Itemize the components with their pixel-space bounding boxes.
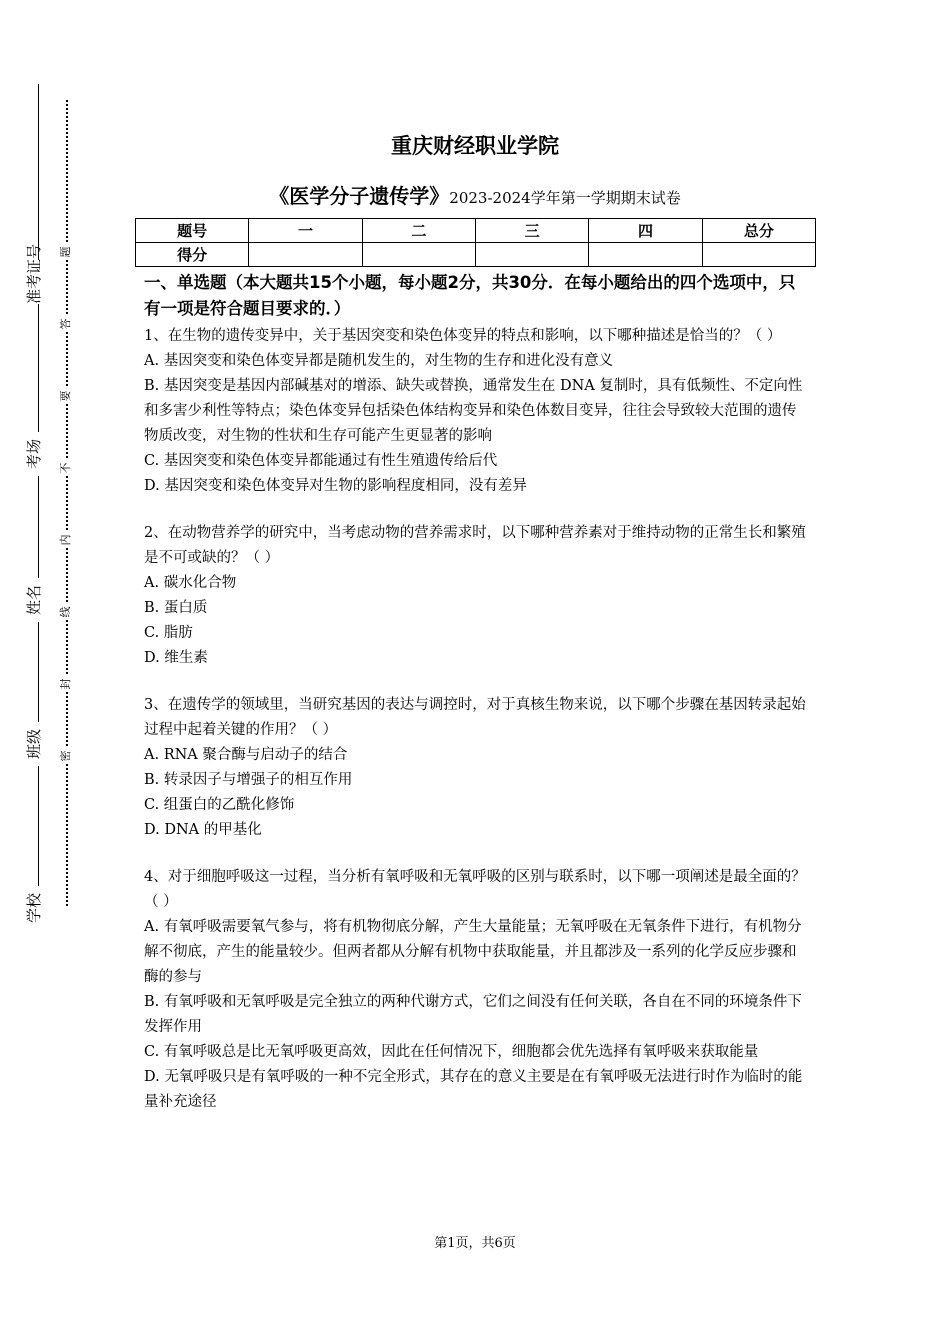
option-c: C. 有氧呼吸总是比无氧呼吸更高效，因此在任何情况下，细胞都会优先选择有氧呼吸来获取能量 (144, 1044, 759, 1060)
option-c: C. 基因突变和染色体变异都能通过有性生殖遗传给后代 (144, 453, 498, 469)
option-d: D. 维生素 (144, 650, 208, 666)
page-number: 第1页，共6页 (434, 1236, 516, 1251)
question-stem: 1、在生物的遗传变异中，关于基因突变和染色体变异的特点和影响，以下哪种描述是恰当的？（ ） (144, 328, 782, 344)
section-heading: 一、单选题（本大题共15个小题，每小题2分，共30分．在每小题给出的四个选项中，只有一项是符合题目要求的．） (144, 273, 796, 318)
question-2 (144, 521, 810, 671)
question-4 (144, 865, 810, 1115)
margin-label-exam-room: 考场 (24, 432, 44, 476)
question-stem: 2、在动物营养学的研究中，当考虑动物的营养需求时，以下哪种营养素对于维持动物的正常生长和繁殖是不可或缺的？（ ） (144, 525, 806, 566)
exam-term: 2023-2024学年第一学期期末试卷 (449, 189, 681, 207)
seal-char: 要 (58, 388, 74, 404)
option-a: A. 碳水化合物 (144, 575, 237, 591)
score-table-cell: 四 (589, 219, 702, 243)
seal-char: 不 (58, 460, 74, 476)
seal-char: 内 (58, 532, 74, 548)
margin-label-school: 学校 (24, 886, 44, 930)
score-cell-1 (249, 243, 362, 267)
score-cell-total (702, 243, 815, 267)
option-d: D. 基因突变和染色体变异对生物的影响程度相同，没有差异 (144, 478, 527, 494)
score-table-cell: 一 (249, 219, 362, 243)
option-c: C. 组蛋白的乙酰化修饰 (144, 797, 295, 813)
question-stem: 4、对于细胞呼吸这一过程，当分析有氧呼吸和无氧呼吸的区别与联系时，以下哪一项阐述是最全面的？（ ） (144, 869, 806, 910)
score-table-cell: 题号 (136, 219, 249, 243)
option-b: B. 有氧呼吸和无氧呼吸是完全独立的两种代谢方式，它们之间没有任何关联，各自在不同的环境条件下发挥作用 (144, 994, 802, 1035)
binding-line (38, 84, 39, 924)
score-table-cell: 三 (475, 219, 588, 243)
exam-title (0, 180, 950, 209)
score-cell-4 (589, 243, 702, 267)
option-b: B. 蛋白质 (144, 600, 208, 616)
score-cell-2 (362, 243, 475, 267)
seal-char: 密 (58, 748, 74, 764)
margin-label-class: 班级 (24, 722, 44, 766)
margin-label-exam-number: 准考证号 (25, 243, 43, 304)
option-d: D. DNA 的甲基化 (144, 822, 262, 838)
exam-content (144, 270, 810, 1115)
seal-char: 题 (58, 244, 74, 260)
question-3 (144, 693, 810, 843)
seal-char: 线 (58, 604, 74, 620)
score-table (135, 218, 816, 267)
option-a: A. RNA 聚合酶与启动子的结合 (144, 747, 348, 763)
option-a: A. 基因突变和染色体变异都是随机发生的，对生物的生存和进化没有意义 (144, 353, 614, 369)
score-table-cell: 二 (362, 219, 475, 243)
score-table-cell: 总分 (702, 219, 815, 243)
score-table-header-row (136, 219, 816, 243)
option-b: B. 基因突变是基因内部碱基对的增添、缺失或替换，通常发生在 DNA 复制时，具有低频性、不定向性和多害少利性等特点；染色体变异包括染色体结构变异和染色体数目变异，往往会导致较大范围的遗传物质改变，对生物的性状和生存可能产生更显著的影响 (144, 378, 803, 444)
course-name: 《医学分子遗传学》 (269, 184, 450, 208)
score-table-cell: 得分 (136, 243, 249, 267)
option-b: B. 转录因子与增强子的相互作用 (144, 772, 353, 788)
option-d: D. 无氧呼吸只是有氧呼吸的一种不完全形式，其存在的意义主要是在有氧呼吸无法进行时作为临时的能量补充途径 (144, 1069, 803, 1110)
school-name: 重庆财经职业学院 (391, 134, 559, 158)
seal-char: 封 (58, 676, 74, 692)
seal-char: 答 (58, 316, 74, 332)
score-table-score-row (136, 243, 816, 267)
option-a: A. 有氧呼吸需要氧气参与，将有机物彻底分解，产生大量能量；无氧呼吸在无氧条件下进行，有机物分解不彻底，产生的能量较少。但两者都从分解有机物中获取能量，并且都涉及一系列的化学反应步骤和酶的参与 (144, 919, 802, 985)
question-stem: 3、在遗传学的领域里，当研究基因的表达与调控时，对于真核生物来说，以下哪个步骤在基因转录起始过程中起着关键的作用？（ ） (144, 697, 806, 738)
option-c: C. 脂肪 (144, 625, 193, 641)
margin-label-name: 姓名 (24, 578, 44, 622)
question-1 (144, 324, 810, 499)
score-cell-3 (475, 243, 588, 267)
seal-dotted-line (66, 100, 68, 906)
